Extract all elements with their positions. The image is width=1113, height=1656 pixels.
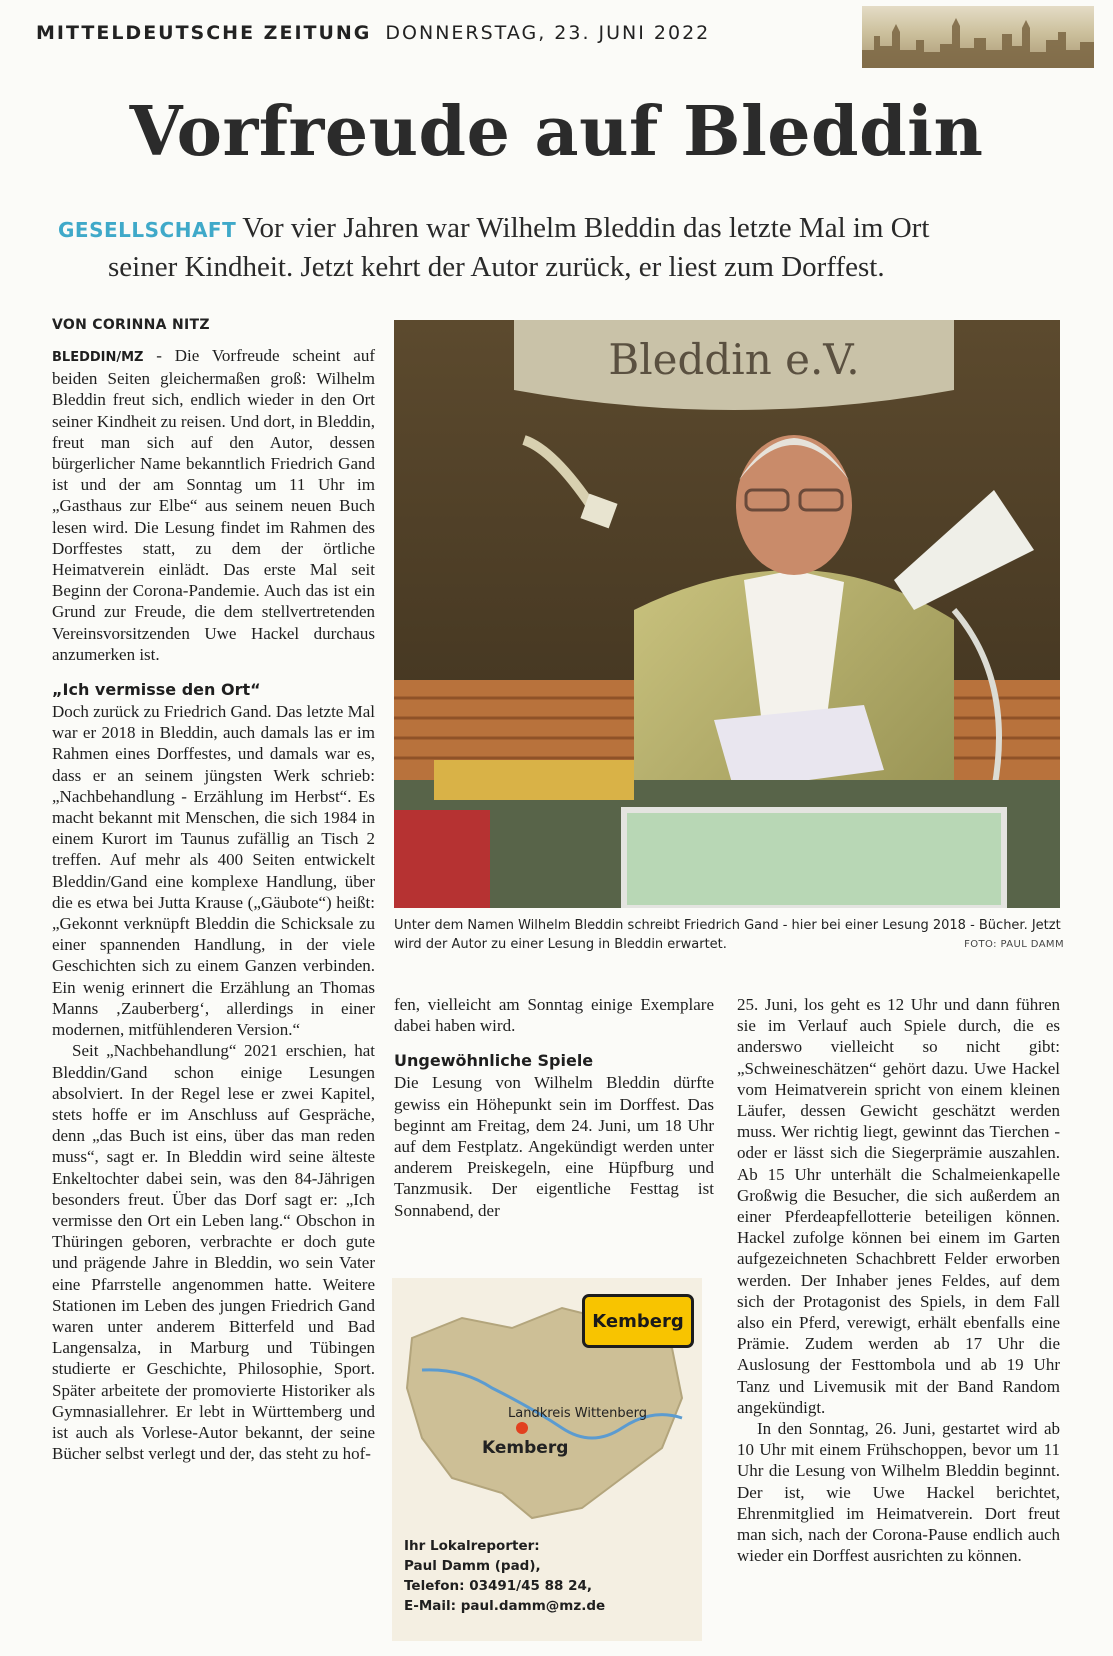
article-column-2 bbox=[394, 994, 714, 1221]
masthead-skyline-image bbox=[862, 6, 1094, 68]
teaser-line-1: Vor vier Jahren war Wilhelm Bleddin das letzte Mal im Ort bbox=[242, 212, 930, 244]
photo-illustration bbox=[394, 320, 1060, 908]
paragraph: Seit „Nachbehandlung“ 2021 erschien, hat Bleddin/Gand schon einige Lesungen absolviert. In der Regel lese er zwei Kapitel, stets hoffe er im Anschluss auf Gespräche, denn „das Buch ist eins, über das man reden muss“, sagt er. In Bleddin wird seine älteste Enkeltochter dabei sein, was den 84-Jährigen besonders freut. Über das Dorf sagt er: „Ich vermisse den Ort ein Leben lang.“ Obschon in Thüringen geboren, verbrachte er doch gute und prägende Jahre in Bleddin, wo sein Vater eine Pfarrstelle angenommen hatte. Weitere Stationen im Leben des jungen Friedrich Gand waren unter anderem Bitterfeld und Bad Langensalza, in Marburg und Tübingen studierte er Geschichte, Philosophie, Sport. Später arbeitete der promovierte Historiker als Gymnasiallehrer. Er lebt in Württemberg und ist auch als Vorlese-Autor bekannt, der seine Bücher selbst verlegt und der, das steht zu hof- bbox=[52, 1041, 375, 1464]
subheading: Ungewöhnliche Spiele bbox=[394, 1051, 594, 1071]
banner-text: Bleddin e.V. bbox=[608, 335, 860, 384]
caption-text: Unter dem Namen Wilhelm Bleddin schreibt Friedrich Gand - hier bei einer Lesung 2018 - Bücher. Jetzt wird der Autor zu einer Lesung in Bleddin erwartet. bbox=[394, 918, 1061, 952]
reporter-email: E-Mail: paul.damm@mz.de bbox=[404, 1598, 606, 1614]
teaser-line-2: seiner Kindheit. Jetzt kehrt der Autor zurück, er liest zum Dorffest. bbox=[108, 251, 885, 283]
paragraph: 25. Juni, los geht es 12 Uhr und dann führen sie im Verlauf auch Spiele durch, die es anderswo vielleicht so nicht gibt: „Schweineschätzen“ gehört dazu. Uwe Hackel vom Heimatverein spricht von einem kleinen Läufer, dessen Gewicht geschätzt werden muss. Wer richtig liegt, gewinnt das Tierchen - oder er lässt sich die Siegerprämie auszahlen. Ab 15 Uhr unterhält die Schalmeienkapelle Großwig die Besucher, die sich außerdem an einer Pferdeapfellotterie beteiligen können. Hackel zufolge können bei einem im Garten aufgezeichneten Schachbrett Felder erworben werden. Der Inhaber jenes Feldes, auf dem sich der Protagonist des Spiels, in dem Fall also ein Pferd, verewigt, erhält ebenfalls eine Prämie. Zudem werden ab 17 Uhr die Auslosung der Festtombola und ab 19 Uhr Tanz und Livemusik mit der Band Random angekündigt. bbox=[737, 995, 1060, 1417]
map-district-label: Landkreis Wittenberg bbox=[508, 1406, 648, 1421]
dateline: BLEDDIN/MZ bbox=[52, 350, 144, 365]
article-photo bbox=[394, 320, 1060, 908]
reporter-phone: Telefon: 03491/45 88 24, bbox=[404, 1578, 592, 1594]
article-column-1 bbox=[52, 345, 375, 1464]
reporter-contact bbox=[404, 1536, 605, 1616]
reporter-name: Paul Damm (pad), bbox=[404, 1558, 541, 1574]
issue-date: DONNERSTAG, 23. JUNI 2022 bbox=[385, 22, 711, 44]
paragraph: Doch zurück zu Friedrich Gand. Das letzte Mal war er 2018 in Bleddin, auch damals las er im Rahmen eines Dorffestes, und damals war es, dass er an seinem jüngsten Werk schrieb: „Nachbehandlung - Erzählung im Herbst“. Es macht bekannt mit Menschen, die sich 1984 in einem Kurort im Taunus zufällig an Tisch 2 treffen. Auf mehr als 400 Seiten entwickelt Bleddin/Gand eine komplexe Handlung, über die es etwa bei Jutta Krause („Gäubote“) heißt: „Gekonnt verknüpft Bleddin die Schicksale zu einer spannenden Handlung, in der viele Geschichten sich zu einem Ganzen verbinden. Ein wenig erinnert die Erzählung an Thomas Manns ‚Zauberberg‘, allerdings in einer modernen, mitfühlenderen Version.“ bbox=[52, 702, 375, 1040]
paragraph bbox=[52, 345, 375, 665]
photo-credit: FOTO: PAUL DAMM bbox=[964, 939, 1064, 950]
headline: Vorfreude auf Bleddin bbox=[129, 92, 984, 172]
paragraph: In den Sonntag, 26. Juni, gestartet wird ab 10 Uhr mit einem Frühschoppen, bevor um 11 Uhr die Lesung von Wilhelm Bleddin beginnt. Der ist, wie Uwe Hackel berichtet, Ehrenmitglied im Heimatverein. Dort freut man sich, nach der Corona-Pause endlich auch wieder ein Dorffest ausrichten zu können. bbox=[737, 1419, 1060, 1566]
reporter-title: Ihr Lokalreporter: bbox=[404, 1538, 540, 1554]
map-town-label: Kemberg bbox=[482, 1438, 569, 1458]
paragraph: Die Lesung von Wilhelm Bleddin dürfte gewiss ein Höhepunkt sein im Dorffest. Das beginnt am Freitag, dem 24. Juni, um 18 Uhr auf dem Festplatz. Angekündigt werden unter anderem Preiskegeln, eine Hüpfburg und Tanzmusik. Der eigentliche Festtag ist Sonnabend, der bbox=[394, 1073, 714, 1220]
newspaper-name: MITTELDEUTSCHE ZEITUNG bbox=[36, 22, 372, 44]
paragraph-text: - Die Vorfreude scheint auf beiden Seiten gleichermaßen groß: Wilhelm Bleddin freut sich, endlich wieder in den Ort seiner Kindheit zu reisen. Und dort, in Bleddin, freut man sich auf den Autor, dessen bürgerlicher Name bekanntlich Friedrich Gand ist und der am Sonntag um 11 Uhr im „Gasthaus zur Elbe“ aus seinem neuen Buch lesen wird. Die Lesung findet im Rahmen des Dorffestes statt, zu dem der örtliche Heimatverein einlädt. Das erste Mal seit Beginn der Corona-Pandemie. Auch das ist ein Grund zur Freude, die dem stellvertretenden Vereinsvorsitzenden Uwe Hackel durchaus anzumerken ist. bbox=[52, 346, 375, 664]
info-box bbox=[392, 1278, 702, 1641]
location-marker bbox=[516, 1422, 528, 1434]
section-kicker: GESELLSCHAFT bbox=[58, 218, 237, 242]
subheading: „Ich vermisse den Ort“ bbox=[52, 680, 261, 700]
paragraph: fen, vielleicht am Sonntag einige Exemplare dabei haben wird. bbox=[394, 995, 714, 1036]
photo-caption bbox=[394, 916, 1064, 954]
teaser bbox=[58, 210, 1068, 286]
byline: VON CORINNA NITZ bbox=[52, 317, 210, 333]
town-sign: Kemberg bbox=[582, 1294, 694, 1348]
article-column-3 bbox=[737, 994, 1060, 1566]
masthead bbox=[36, 22, 710, 44]
